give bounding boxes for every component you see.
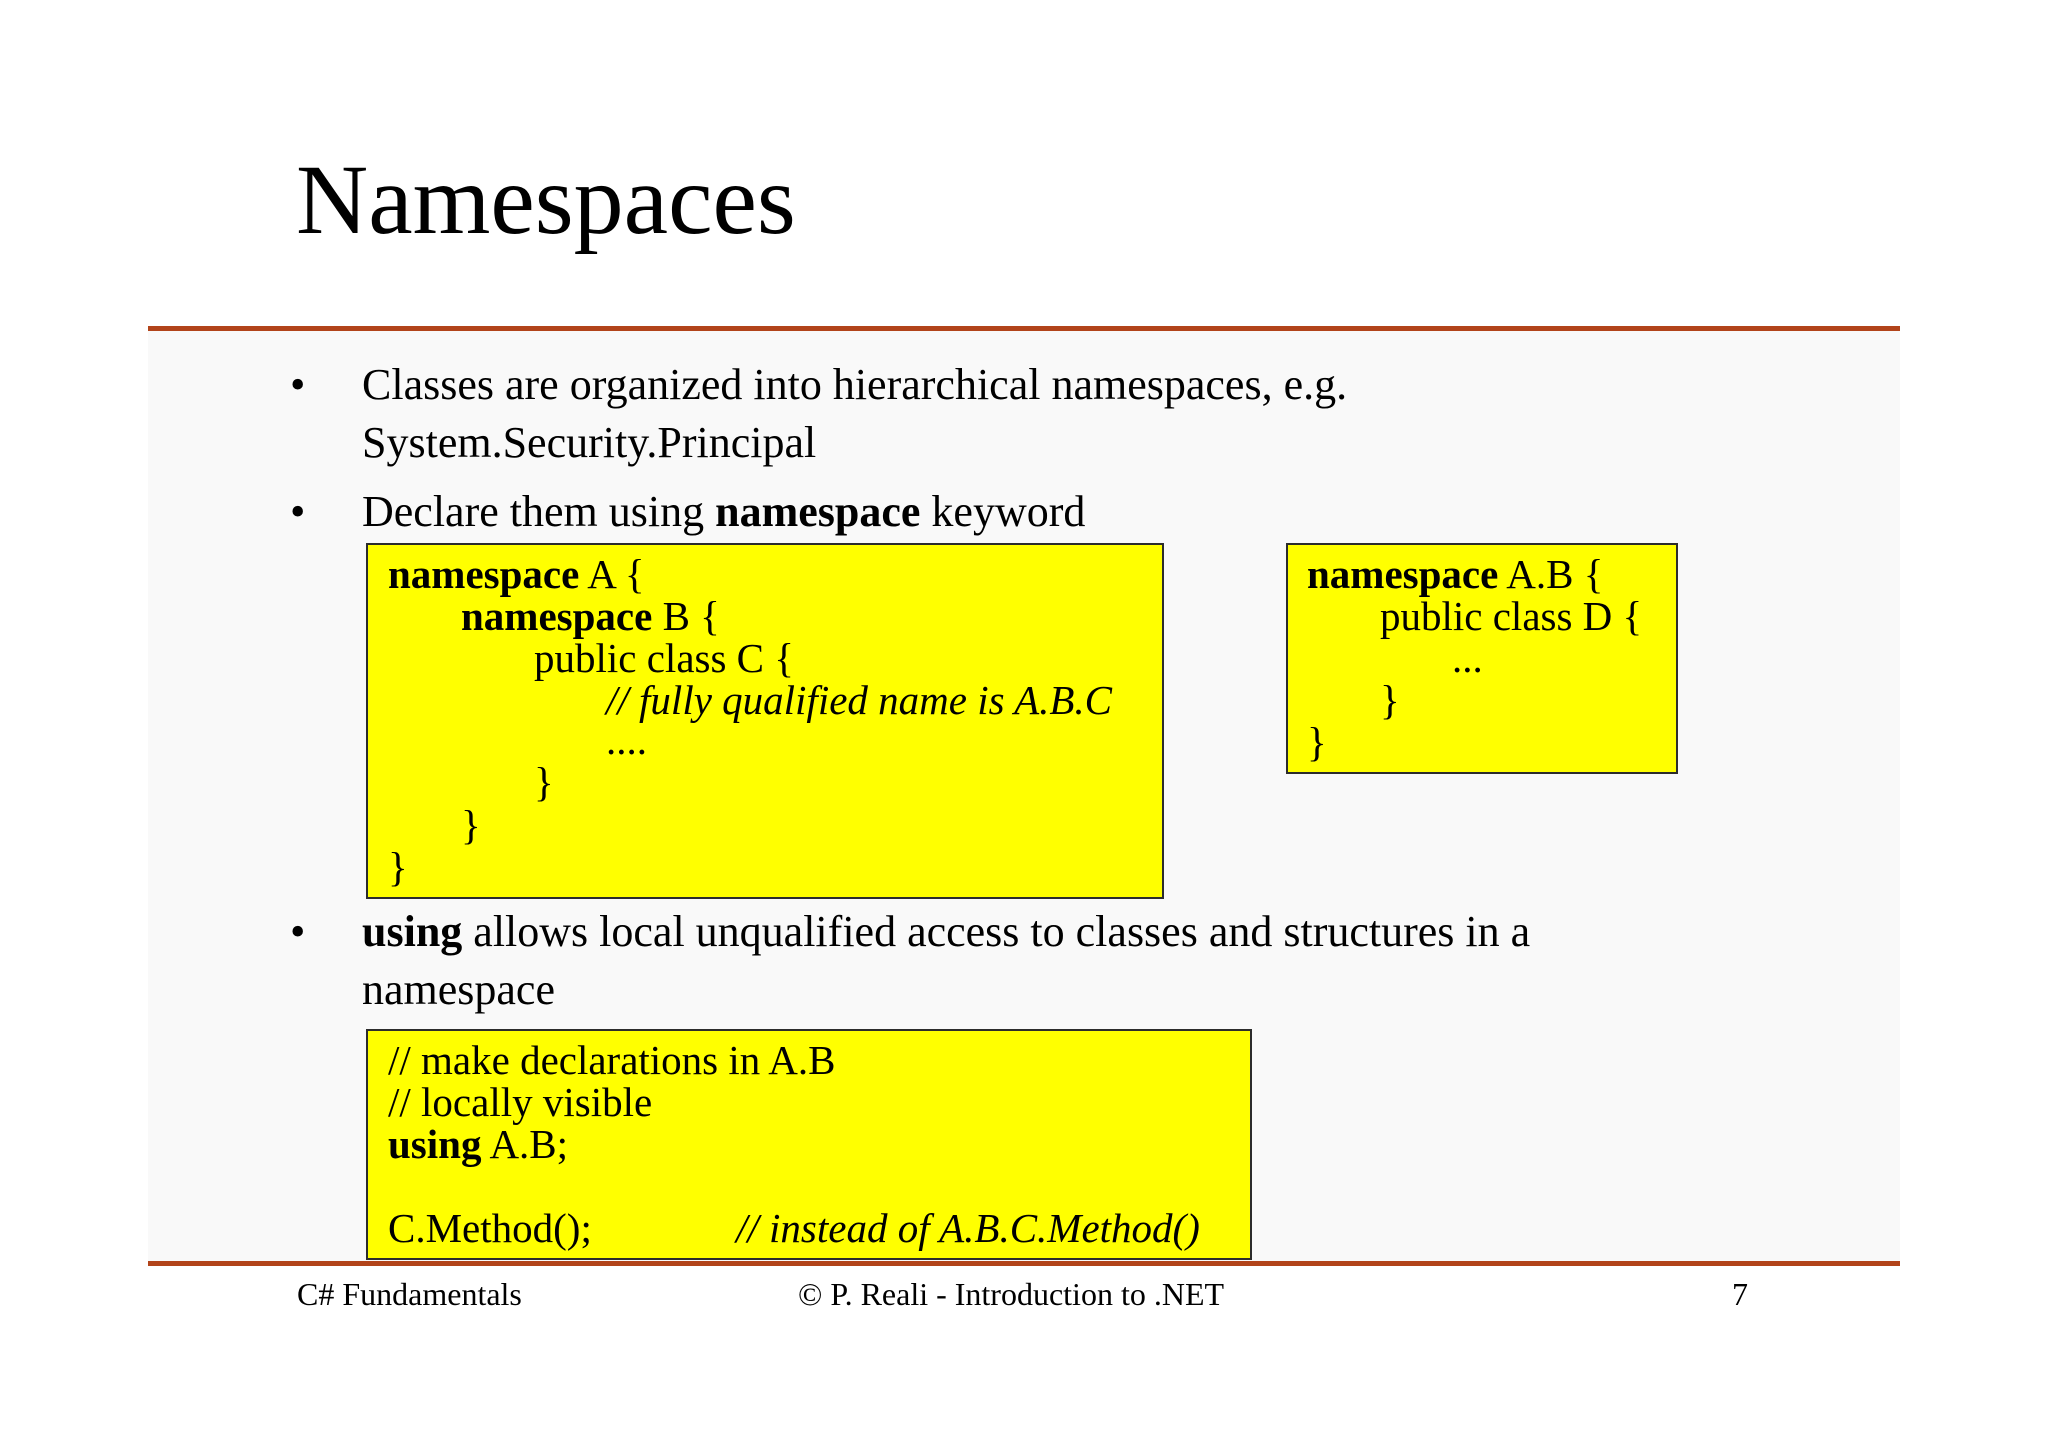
code-line [388,551,645,597]
code-line: .... [606,717,647,763]
code-line: } [1307,719,1327,765]
bullet-1-line-2: System.Security.Principal [362,418,817,467]
title-divider [148,326,1900,331]
bullet-2-text [362,483,1085,541]
code-keyword: using [388,1121,482,1167]
code-line [1307,551,1604,597]
code-line [461,593,720,639]
bullet-marker: • [290,360,306,409]
code-line: C.Method(); [388,1205,592,1251]
footer-divider [148,1261,1900,1266]
code-box-using-directive [366,1029,1252,1260]
bullet-2-suffix: keyword [920,487,1086,536]
code-comment: // make declarations in A.B [388,1037,836,1083]
code-line: public class C { [534,635,794,681]
bullet-2-keyword: namespace [715,487,921,536]
code-comment [736,1205,1200,1251]
code-line: } [534,759,554,805]
code-line: } [1380,677,1400,723]
code-line: ... [1452,635,1483,681]
bullet-3-rest: allows local unqualified access to classes and structures in a [462,907,1531,956]
code-text: A.B; [481,1121,569,1167]
bullet-1-line-1: Classes are organized into hierarchical namespaces, e.g. [362,360,1348,409]
code-line: } [461,802,481,848]
code-keyword: namespace [1307,551,1499,597]
code-box-nested-namespaces [366,543,1164,899]
bullet-3-line-1 [362,903,1530,961]
footer-course-name: C# Fundamentals [297,1276,522,1312]
code-text: A { [579,551,645,597]
code-comment: // locally visible [388,1079,653,1125]
slide-title: Namespaces [296,144,796,255]
bullet-3-line-2: namespace [362,965,555,1014]
code-box-namespace-ab [1286,543,1678,774]
bullet-marker: • [290,487,306,536]
code-comment-text: // instead of A.B.C.Method() [736,1205,1200,1251]
code-keyword: namespace [461,593,653,639]
code-text: A.B { [1498,551,1604,597]
code-comment [606,677,1113,723]
footer-copyright: © P. Reali - Introduction to .NET [798,1276,1225,1312]
code-text: B { [652,593,720,639]
code-line: public class D { [1380,593,1643,639]
code-comment-text: // fully qualified name is A.B.C [606,677,1113,723]
bullet-3-keyword: using [362,907,463,956]
code-line: } [388,844,408,890]
bullet-2-prefix: Declare them using [362,487,716,536]
footer-page-number: 7 [1732,1276,1748,1312]
code-keyword: namespace [388,551,580,597]
bullet-marker: • [290,907,306,956]
code-line [388,1121,569,1167]
